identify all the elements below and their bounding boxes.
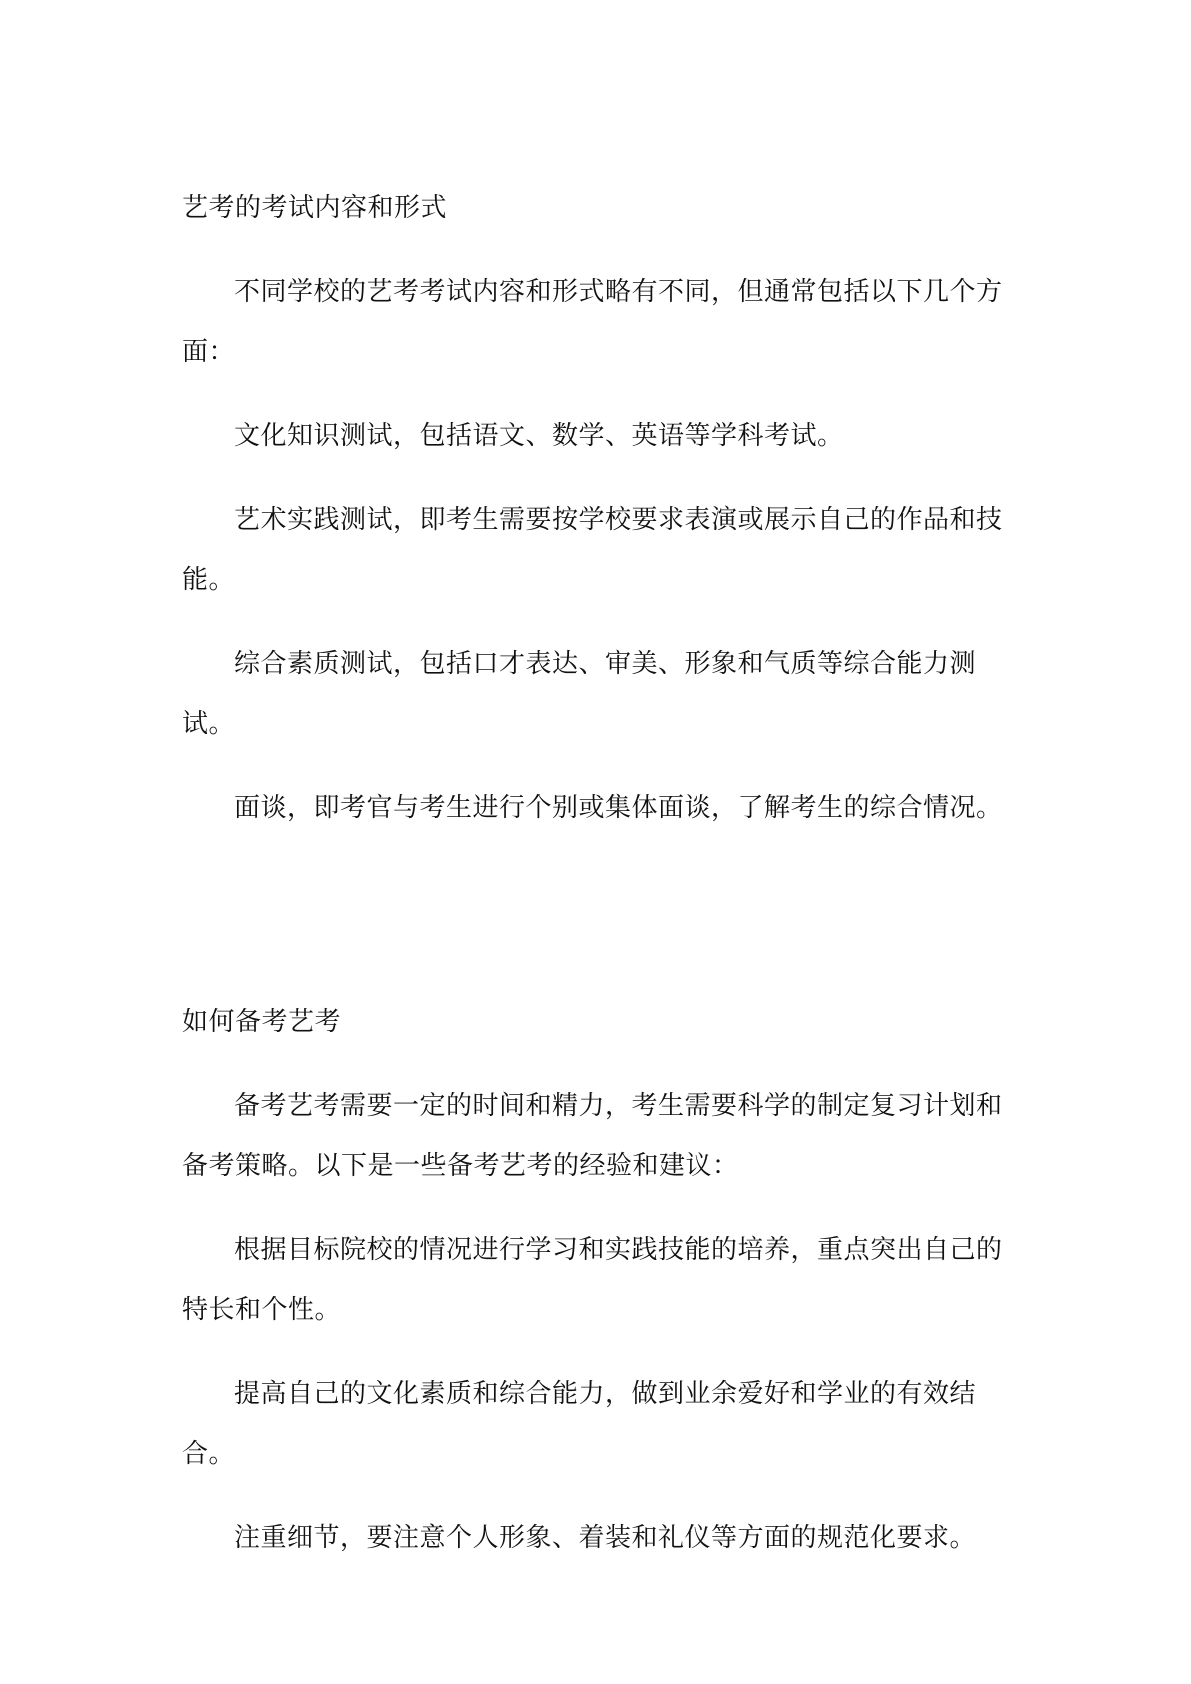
paragraph: 注重细节，要注意个人形象、着装和礼仪等方面的规范化要求。 xyxy=(234,1523,977,1553)
section-heading: 如何备考艺考 xyxy=(182,1007,342,1037)
paragraph: 艺术实践测试，即考生需要按学校要求表演或展示自己的作品和技能。 xyxy=(182,505,1003,595)
paragraph: 综合素质测试，包括口才表达、审美、形象和气质等综合能力测试。 xyxy=(182,649,977,739)
paragraph: 面谈，即考官与考生进行个别或集体面谈，了解考生的综合情况。 xyxy=(234,793,1003,823)
section-spacer xyxy=(182,838,1017,992)
paragraph: 备考艺考需要一定的时间和精力，考生需要科学的制定复习计划和备考策略。以下是一些备考艺考的经验和建议： xyxy=(182,1091,1003,1181)
paragraph: 不同学校的艺考考试内容和形式略有不同，但通常包括以下几个方面： xyxy=(182,277,1003,367)
paragraph: 根据目标院校的情况进行学习和实践技能的培养，重点突出自己的特长和个性。 xyxy=(182,1235,1003,1325)
paragraph: 提高自己的文化素质和综合能力，做到业余爱好和学业的有效结合。 xyxy=(182,1379,977,1469)
section-heading: 艺考的考试内容和形式 xyxy=(182,193,448,223)
document-body xyxy=(182,178,1017,1568)
paragraph: 文化知识测试，包括语文、数学、英语等学科考试。 xyxy=(234,421,844,451)
